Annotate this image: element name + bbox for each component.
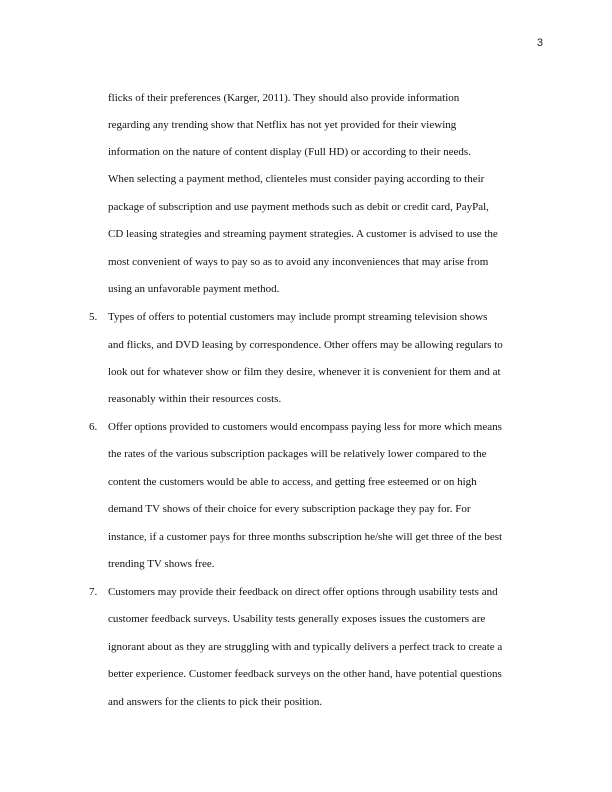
text-line: Offer options provided to customers would encompass paying less for more which means [108,421,502,433]
text-line: content the customers would be able to access, and getting free esteemed or on high [108,476,477,488]
text-line: the rates of the various subscription packages will be relatively lower compared to the [108,448,487,460]
text-line: demand TV shows of their choice for every subscription package they pay for. For [108,503,471,515]
text-line: flicks of their preferences (Karger, 2011). They should also provide information [108,92,460,104]
text-line: CD leasing strategies and streaming payment strategies. A customer is advised to use the [108,228,498,240]
page-number: 3 [536,37,543,49]
text-line: and answers for the clients to pick their position. [108,696,323,708]
list-number: 7. [89,586,98,598]
text-line: and flicks, and DVD leasing by correspondence. Other offers may be allowing regulars to [108,339,503,351]
text-line: regarding any trending show that Netflix has not yet provided for their viewing [108,119,457,131]
list-number: 5. [89,311,98,323]
text-line: information on the nature of content display (Full HD) or according to their needs. [108,146,471,158]
text-line: When selecting a payment method, clienteles must consider paying according to their [108,173,485,185]
list-number: 6. [89,421,98,433]
text-line: Types of offers to potential customers may include prompt streaming television shows [108,311,488,323]
text-line: look out for whatever show or film they desire, whenever it is convenient for them and at [108,366,501,378]
text-line: using an unfavorable payment method. [108,283,280,295]
text-line: ignorant about as they are struggling with and typically delivers a perfect track to create a [108,641,503,653]
text-line: customer feedback surveys. Usability tests generally exposes issues the customers are [108,613,486,625]
text-line: instance, if a customer pays for three months subscription he/she will get three of the best [108,531,503,543]
text-line: reasonably within their resources costs. [108,393,282,405]
text-line: better experience. Customer feedback surveys on the other hand, have potential questions [108,668,502,680]
text-line: package of subscription and use payment methods such as debit or credit card, PayPal, [108,201,489,213]
text-line: trending TV shows free. [108,558,215,570]
text-line: Customers may provide their feedback on direct offer options through usability tests and [108,586,498,598]
text-line: most convenient of ways to pay so as to avoid any inconveniences that may arise from [108,256,489,268]
